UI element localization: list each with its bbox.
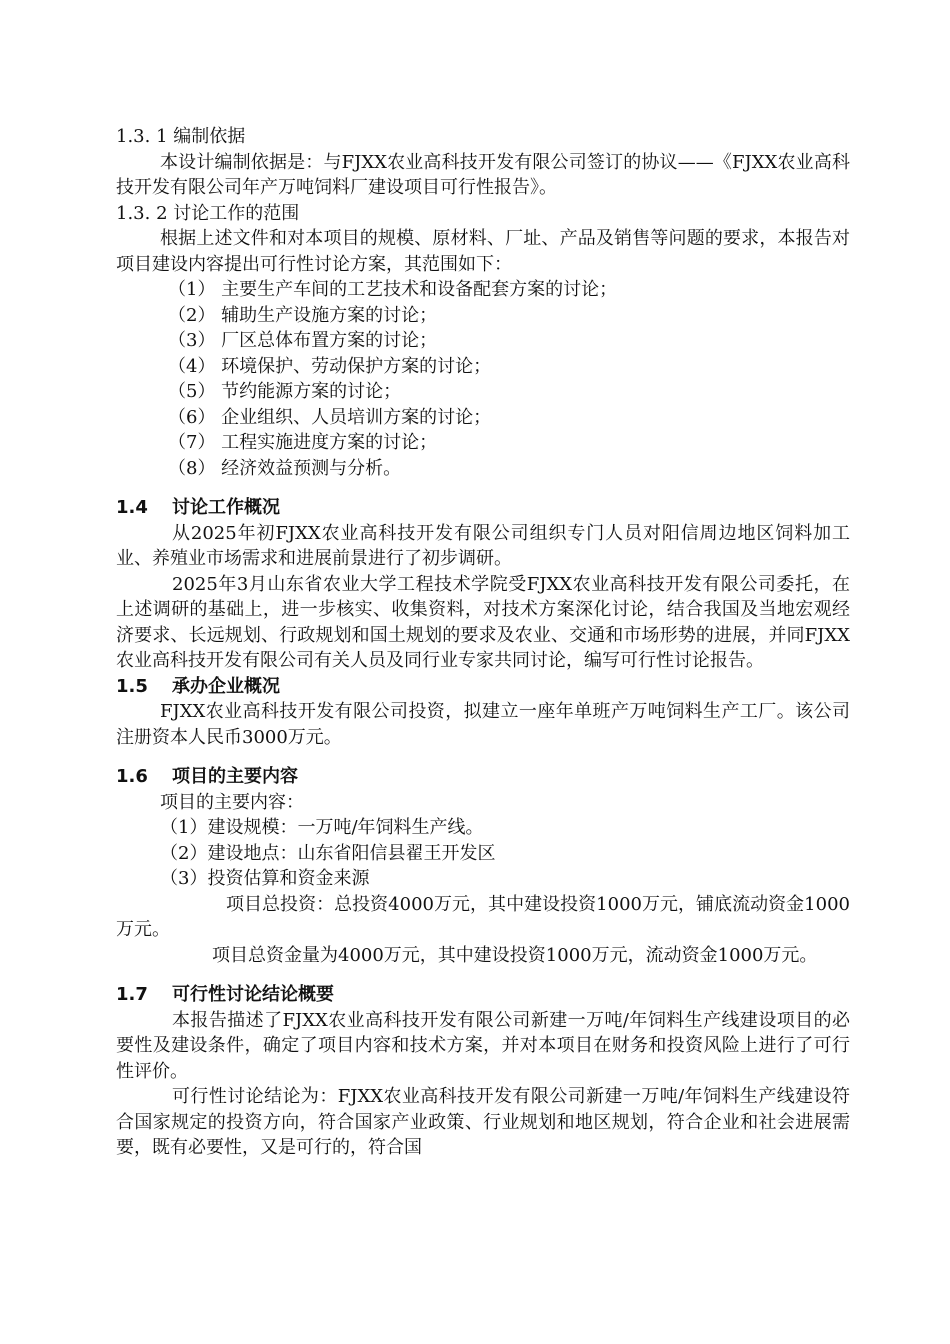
scope-list-item: （4） 环境保护、劳动保护方案的讨论； xyxy=(168,355,492,377)
scope-list-item: （8） 经济效益预测与分析。 xyxy=(168,457,402,479)
funding-paragraph: 项目总资金量为4000万元，其中建设投资1000万元，流动资金1000万元。 xyxy=(212,944,818,966)
scope-list-item: （6） 企业组织、人员培训方案的讨论； xyxy=(168,406,492,428)
scope-list-item: （2） 辅助生产设施方案的讨论； xyxy=(168,304,438,326)
section-number: 1.6 xyxy=(116,766,148,787)
section-1-4-paragraph: 2025年3月山东省农业大学工程技术学院受FJXX农业高科技开发有限公司委托，在上述调研的基础上，进一步核实、收集资料，对技术方案深化讨论，结合我国及当地宏观经济要求、长远规划、行政规划和国土规划的要求及农业、交通和市场形势的进展，并同FJXX农业高科技开发有限公司有关人员及同行业专家共同讨论，编写可行性讨论报告。 xyxy=(116,573,850,671)
scope-list-item: （5） 节约能源方案的讨论； xyxy=(168,381,402,402)
section-1-3-1-paragraph: 本设计编制依据是：与FJXX农业高科技开发有限公司签订的协议——《FJXX农业高科技开发有限公司年产万吨饲料厂建设项目可行性报告》。 xyxy=(116,151,850,198)
section-title: 可行性讨论结论概要 xyxy=(172,984,334,1005)
section-1-5-heading xyxy=(116,674,850,700)
section-number: 1.7 xyxy=(116,984,148,1005)
scope-list xyxy=(116,277,850,481)
content-list xyxy=(116,815,850,892)
section-number: 1.4 xyxy=(116,497,148,518)
section-1-4-heading xyxy=(116,495,850,521)
content-list-item: （2）建设地点：山东省阳信县翟王开发区 xyxy=(160,842,496,864)
section-1-7-paragraph: 本报告描述了FJXX农业高科技开发有限公司新建一万吨/年饲料生产线建设项目的必要性及建设条件，确定了项目内容和技术方案，并对本项目在财务和投资风险上进行了可行性评价。 xyxy=(116,1009,850,1082)
scope-list-item: （3） 厂区总体布置方案的讨论； xyxy=(168,330,438,351)
section-1-4-paragraph: 从2025年初FJXX农业高科技开发有限公司组织专门人员对阳信周边地区饲料加工业、养殖业市场需求和进展前景进行了初步调研。 xyxy=(116,522,850,569)
document-page xyxy=(116,124,850,1161)
section-1-3-2-paragraph: 根据上述文件和对本项目的规模、原材料、厂址、产品及销售等问题的要求，本报告对项目建设内容提出可行性讨论方案，其范围如下： xyxy=(116,228,850,275)
section-title: 承办企业概况 xyxy=(172,675,280,697)
section-1-5-paragraph: FJXX农业高科技开发有限公司投资，拟建立一座年单班产万吨饲料生产工厂。该公司注册资本人民币3000万元。 xyxy=(116,701,850,748)
section-title: 讨论工作概况 xyxy=(172,497,280,518)
content-list-item: （1）建设规模：一万吨/年饲料生产线。 xyxy=(160,817,484,838)
section-1-3-2-heading: 1.3. 2 讨论工作的范围 xyxy=(116,202,300,224)
section-number: 1.5 xyxy=(116,675,148,697)
scope-list-item: （1） 主要生产车间的工艺技术和设备配套方案的讨论； xyxy=(168,279,618,300)
section-1-6-heading xyxy=(116,764,850,790)
section-1-3-1-heading: 1.3. 1 编制依据 xyxy=(116,126,246,147)
content-list-item: （3）投资估算和资金来源 xyxy=(160,868,370,889)
scope-list-item: （7） 工程实施进度方案的讨论； xyxy=(168,432,438,453)
section-1-6-intro: 项目的主要内容： xyxy=(160,791,304,813)
section-1-7-paragraph: 可行性讨论结论为：FJXX农业高科技开发有限公司新建一万吨/年饲料生产线建设符合国家规定的投资方向，符合国家产业政策、行业规划和地区规划，符合企业和社会进展需要，既有必要性，又是可行的，符合国 xyxy=(116,1086,850,1158)
section-title: 项目的主要内容 xyxy=(172,766,298,787)
section-1-7-heading xyxy=(116,982,850,1008)
investment-paragraph: 项目总投资：总投资4000万元，其中建设投资1000万元，铺底流动资金1000万元。 xyxy=(116,893,850,940)
